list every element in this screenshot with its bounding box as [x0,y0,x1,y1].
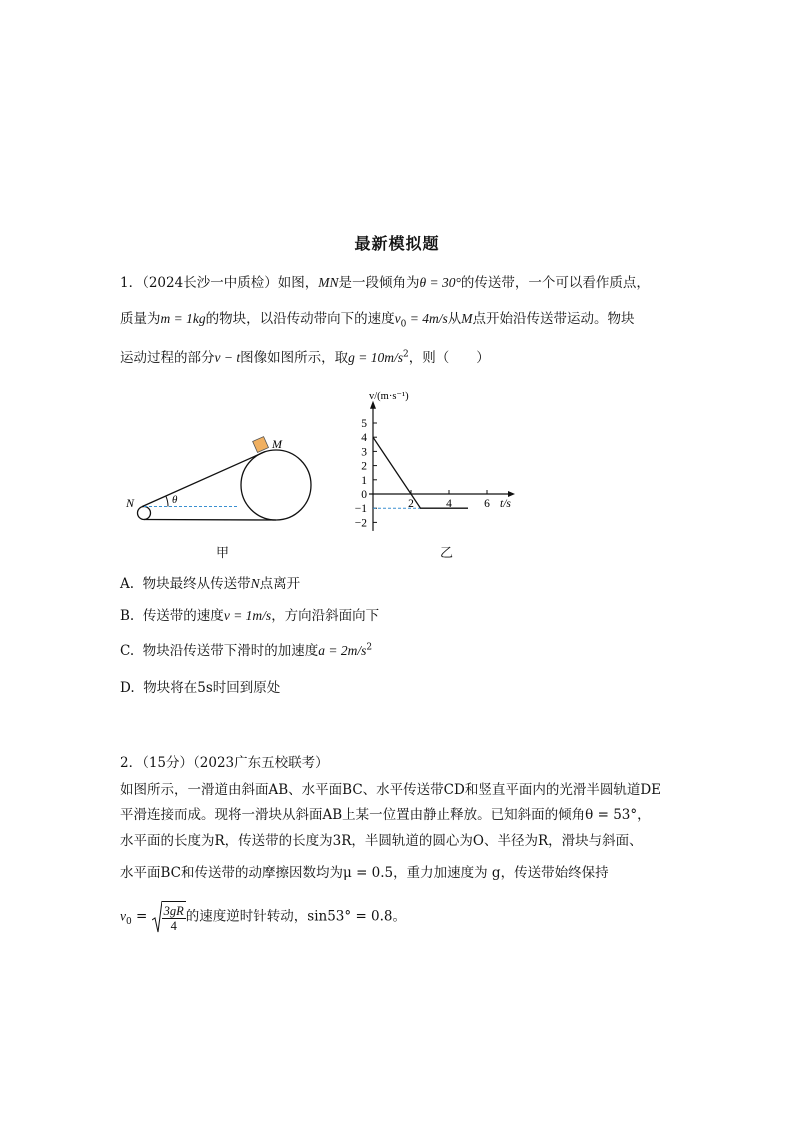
belt-bottom [144,520,276,521]
sqrt-expression [152,900,186,934]
q1-v0-symbol: v [394,311,401,326]
x-tick-label: 2 [408,498,414,510]
y-tick-label: 1 [361,474,367,487]
y-tick-label: 2 [361,460,367,473]
x-tick-label: 4 [446,498,452,510]
label-m: M [272,437,282,451]
option-text: ，方向沿斜面向下 [271,608,380,624]
y-tick-label: −1 [354,503,367,516]
q1-text: 质量为 [120,311,161,327]
vt-chart [348,384,523,544]
x-tick-label: 6 [484,498,490,510]
sqrt-sign [152,900,162,934]
velocity-series-line [373,437,468,508]
block-m [253,437,269,453]
q1-text: 图像如图所示，取 [240,350,349,366]
q2-header: 2．（15分）（2023广东五校联考） [120,755,329,771]
q1-text: 点开始沿传送带运动。物块 [472,311,635,327]
q1-g-eq: g = 10m/s [348,350,403,365]
q1-text: 从 [447,311,462,327]
option-var: v [223,608,230,623]
q2-text: 的速度逆时针转动，sin53° = 0.8。 [185,908,407,925]
option-b[interactable] [120,604,379,624]
option-label: D. [120,680,135,696]
q1-var-mn: MN [318,275,339,290]
angle-arc [166,497,168,507]
q1-text: 的传送带，一个可以看作质点， [460,275,650,291]
option-sup: 2 [366,642,373,653]
fraction [162,901,186,933]
label-n: N [126,496,135,510]
q2-paragraph-4: 水平面BC和传送带的动摩擦因数均为μ = 0.5，重力加速度为 g，传送带始终保持 [120,865,609,881]
y-tick-label: 3 [361,446,367,459]
option-c[interactable] [120,639,372,659]
q1-line-2 [120,307,634,330]
option-label: B. [120,608,135,624]
q1-text: 是一段倾角为 [338,275,420,291]
y-tick-label: −2 [354,517,367,530]
q1-mass-eq: m = 1kg [160,311,206,326]
q2-eq: = [131,908,152,925]
q1-vt: v − t [214,350,241,365]
q1-text: 的物块，以沿传动带向下的速度 [205,311,395,327]
label-theta: θ [172,494,178,506]
figure-left-caption: 甲 [216,546,230,561]
y-tick-label: 4 [361,432,367,445]
option-text: 物块将在5s时回到原处 [143,680,281,696]
x-axis-arrow [508,491,515,497]
y-axis-arrow [370,401,376,409]
y-axis-label: v/(m·s⁻¹) [369,391,409,402]
option-text: 物块沿传送带下滑时的加速度 [142,643,319,659]
q1-g-sup: 2 [402,349,409,360]
q2-paragraph-2: 平滑连接而成。现将一滑块从斜面AB上某一位置由静止释放。已知斜面的倾角θ = 53°， [120,807,651,823]
q1-line-1 [120,271,650,291]
q1-var-m: M [461,311,473,326]
fraction-denominator: 4 [170,919,177,933]
small-wheel [138,507,151,520]
q1-theta-eq: θ = 30° [419,275,461,290]
option-a[interactable] [120,572,300,592]
q1-v0-value: = 4m/s [406,311,448,326]
option-label: A. [120,576,135,592]
option-text: 点离开 [259,576,301,592]
option-var: a [318,643,325,658]
conveyor-diagram [120,428,320,528]
q1-line-3 [120,346,490,366]
q1-text: 1．（2024长沙一中质检）如图， [120,275,319,291]
q2-v0-symbol: v [120,908,126,924]
q1-v0-sub: 0 [400,319,407,330]
q1-text: 运动过程的部分 [120,350,215,366]
x-axis-label: t/s [500,498,511,510]
figure-right-caption: 乙 [440,546,454,561]
q2-paragraph-3: 水平面的长度为R，传送带的长度为3R，半圆轨道的圆心为O、半径为R，滑块与斜面、 [120,833,643,849]
q1-text: ，则（ ） [408,350,490,366]
page-title: 最新模拟题 [354,234,440,253]
option-text: 传送带的速度 [142,608,224,624]
large-wheel [241,450,311,520]
belt-top [142,452,265,507]
fraction-numerator: 3gR [163,904,184,918]
y-tick-label: 0 [361,489,367,501]
option-text: 物块最终从传送带 [142,576,251,592]
option-val: = 2m/s [324,643,367,658]
option-label: C. [120,643,135,659]
option-d[interactable] [120,676,280,696]
y-tick-label: 5 [361,418,367,430]
q2-paragraph-1: 如图所示，一滑道由斜面AB、水平面BC、水平传送带CD和竖直平面内的光滑半圆轨道DE [120,782,662,798]
q2-paragraph-5 [120,900,406,934]
option-var: N [250,576,260,591]
option-val: = 1m/s [229,608,272,623]
q2-v0-sub: 0 [126,917,132,928]
